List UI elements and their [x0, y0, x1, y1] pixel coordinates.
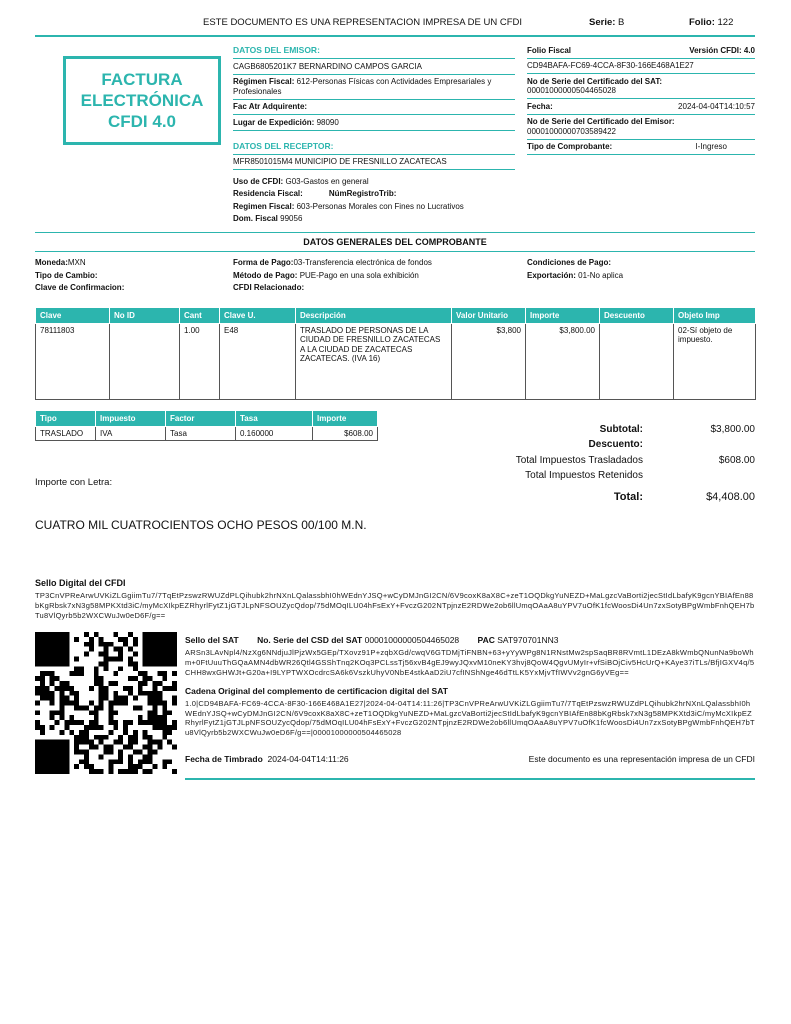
impuestos-retenidos-row: [445, 468, 755, 484]
dom-fiscal-value: 99056: [280, 214, 303, 223]
items-header-clave: Clave: [36, 307, 110, 323]
generales-col2: [233, 257, 527, 295]
datos-generales-grid: [35, 257, 755, 295]
dom-fiscal-row: [233, 213, 515, 226]
tipo-comprobante-label: Tipo de Comprobante:: [527, 142, 613, 151]
csd-serie-value: 00001000000504465028: [364, 635, 460, 646]
fecha-label: Fecha:: [527, 101, 553, 111]
condiciones-pago-label: Condiciones de Pago:: [527, 258, 612, 267]
tax-table: [35, 410, 378, 442]
sello-cfdi-value: TP3CnVPReArwUVKiZLGgiimTu7/7TqEtPzswzRWUZdPLQihubk2hrNXnLQalassbhI0hWEdnYJSQ+wCyDMJnGI2CN/6V9coxK8aX8C+zeT1OQDkgYuNEZD+MaLgzcVaBorti2jecStIdLbafyK9gcnYBIAfEn88bKgRbsk7xN3g58MPKXtd3iC/myMcXIkpEZRhyrlFytZ1jGTJLpNFSOUZycQdop/75dMOqILU04hFsExY+FvczG202NTpjnzE2RDWe2ob6llUmqOAaA8uYPV7uOfK1fcWoosDi4Un7zxSotyBPgWmbFnhQEH7bTu8VlQyrb5b2WXCWuJw0eD6F/g==: [35, 591, 755, 620]
emisor-cert-row: [527, 115, 755, 140]
fecha-value: 2024-04-04T14:10:57: [678, 101, 755, 111]
csd-serie-label: No. Serie del CSD del SAT: [257, 635, 363, 646]
generales-col1: [35, 257, 233, 295]
fecha-timbrado-label: Fecha de Timbrado: [185, 753, 263, 764]
cfdi-relacionado-label: CFDI Relacionado:: [233, 283, 305, 292]
badge-line3: CFDI 4.0: [107, 112, 177, 131]
lugar-expedicion-row: [233, 115, 515, 131]
lugar-expedicion-value: 98090: [316, 117, 339, 127]
item-clave-u: E48: [220, 323, 296, 399]
fecha-timbrado: [185, 754, 349, 764]
timbrado-row: [185, 754, 755, 764]
subtotal-value: $3,800.00: [710, 423, 755, 435]
items-header-no-id: No ID: [110, 307, 180, 323]
folio-fiscal-label: Folio Fiscal: [527, 45, 572, 55]
clave-confirmacion-row: [35, 282, 233, 295]
items-header-row: [36, 307, 756, 323]
fecha-row: [527, 99, 755, 115]
cfdi-relacionado-row: [233, 282, 517, 295]
factura-electronica-badge: [63, 56, 221, 145]
item-row: [36, 323, 756, 399]
receptor-regimen-value: 603-Personas Morales con Fines no Lucrativos: [296, 201, 464, 211]
metodo-pago-row: [233, 270, 517, 283]
subtotal-row: [445, 422, 755, 438]
tipo-cambio-row: [35, 270, 233, 283]
item-descripcion: TRASLADO DE PERSONAS DE LA CIUDAD DE FRESNILLO ZACATECAS A LA CIUDAD DE ZACATECAS ZACATECAS. (IVA 16): [296, 323, 452, 399]
tax-tasa: 0.160000: [236, 426, 313, 441]
top-section: [35, 43, 755, 225]
tax-tipo: TRASLADO: [36, 426, 96, 441]
tipo-comprobante-value: I-Ingreso: [695, 142, 727, 151]
receptor-rfc-name: MFR8501015M4 MUNICIPIO DE FRESNILLO ZACATECAS: [233, 155, 515, 171]
metodo-pago-value: PUE-Pago en una sola exhibición: [299, 270, 419, 280]
emisor-cert-label: No de Serie del Certificado del Emisor:: [527, 117, 675, 126]
item-descuento: [600, 323, 674, 399]
item-cant: 1.00: [180, 323, 220, 399]
items-header-clave-u: Clave U.: [220, 307, 296, 323]
sat-cert-label: No de Serie del Certificado del SAT:: [527, 76, 662, 86]
folio-fiscal-header-row: [527, 43, 755, 59]
regimen-fiscal-label: Régimen Fiscal:: [233, 77, 295, 86]
tax-header-tasa: Tasa: [236, 410, 313, 426]
item-valor-unitario: $3,800: [452, 323, 526, 399]
items-header-cant: Cant: [180, 307, 220, 323]
emisor-rfc-name: CAGB6805201K7 BERNARDINO CAMPOS GARCIA: [233, 59, 515, 75]
receptor-regimen-row: [233, 200, 515, 213]
tax-factor: Tasa: [166, 426, 236, 441]
condiciones-pago-row: [527, 257, 755, 270]
descuento-row: [445, 437, 755, 453]
total-value: $4,408.00: [706, 490, 755, 503]
emisor-cert-value: 00001000000703589422: [527, 126, 616, 136]
emisor-regimen-row: [233, 75, 515, 100]
parties-column: [233, 43, 527, 225]
header-divider: [35, 35, 755, 37]
tax-impuesto: IVA: [96, 426, 166, 441]
badge-line1: FACTURA: [101, 70, 183, 89]
taxes-column: [35, 400, 445, 506]
cadena-original-heading: Cadena Original del complemento de certificacion digital del SAT: [185, 685, 448, 696]
fac-atr-row: [233, 100, 515, 116]
total-row: [445, 490, 755, 506]
residencia-fiscal-row: [233, 188, 515, 201]
items-header-descripcion: Descripción: [296, 307, 452, 323]
descuento-label: Descuento:: [588, 439, 643, 450]
lugar-expedicion-label: Lugar de Expedición:: [233, 117, 315, 127]
impuestos-trasladados-row: [445, 453, 755, 469]
serie-label: Serie:: [589, 17, 616, 28]
folio-value: 122: [717, 17, 734, 28]
pac-value: SAT970701NN3: [497, 635, 559, 646]
folio-fiscal-value: CD94BAFA-FC69-4CCA-8F30-166E468A1E27: [527, 59, 755, 75]
sello-sat-label: Sello del SAT: [185, 635, 239, 646]
exportacion-value: 01-No aplica: [578, 270, 624, 280]
importe-letra-label: Importe con Letra:: [35, 477, 113, 488]
residencia-fiscal-label: Residencia Fiscal:: [233, 189, 303, 198]
items-header-descuento: Descuento: [600, 307, 674, 323]
item-objeto-imp: 02-Sí objeto de impuesto.: [674, 323, 756, 399]
version-cfdi-label: Versión CFDI: 4.0: [689, 45, 755, 55]
tax-header-row: [36, 410, 378, 426]
item-no-id: [110, 323, 180, 399]
metodo-pago-label: Método de Pago:: [233, 270, 298, 280]
uso-cfdi-row: [233, 175, 515, 188]
receptor-regimen-label: Regimen Fiscal:: [233, 201, 295, 211]
regimen-fiscal-value: 612-Personas Físicas con Actividades Empresariales y Profesionales: [233, 77, 492, 96]
pac-label: PAC: [477, 635, 495, 646]
exportacion-label: Exportación:: [527, 270, 576, 280]
sello-sat-value: ARSn3LAvNpl4/NzXg6NNdjuJlPjzWx5GEp/TXovz91P+zqbXGd/cwqV6GTDMjTiFNBN+63+yYyWPg8N1RNstMw2spSaqBR8RVmtL1DEzA8kWmbQNunNa9boWhm+0FtUuuThGQaAMN4dbWR26Qtl4GSShTnq2KOq3PCLssTj56xvB4gEJ9wyJQxvM10neKY3hvj8QoW4QgvUMyIr+vfSiBOjCiv5HcUrQ+KAye37iTLs/BfjIGXV4q/5CHH8wxGHWJt+G20a+I9LYPTWXOcdrcSA6k6VszkUhyV0NbE4stkAaD2iU7cfINShNge46dTtLK5YxMjvTfIWVv2gnG6yVEg==: [185, 648, 755, 677]
fac-atr-label: Fac Atr Adquirente:: [233, 102, 308, 111]
document-header: [35, 8, 755, 35]
exportacion-row: [527, 270, 755, 283]
total-label: Total:: [613, 490, 643, 503]
forma-pago-row: [233, 257, 517, 270]
tax-header-tipo: Tipo: [36, 410, 96, 426]
impuestos-trasladados-value: $608.00: [718, 454, 755, 466]
tax-header-factor: Factor: [166, 410, 236, 426]
badge-line2: ELECTRÓNICA: [80, 91, 204, 110]
item-importe: $3,800.00: [526, 323, 600, 399]
generales-col3: [527, 257, 755, 295]
forma-pago-label: Forma de Pago:: [233, 258, 294, 267]
tipo-cambio-label: Tipo de Cambio:: [35, 270, 98, 280]
folio-label: Folio:: [689, 17, 715, 28]
subtotal-label: Subtotal:: [599, 423, 643, 435]
receptor-heading: DATOS DEL RECEPTOR:: [233, 139, 515, 155]
item-clave: 78111803: [36, 323, 110, 399]
sat-cert-value: 00001000000504465028: [527, 86, 616, 95]
clave-confirmacion-label: Clave de Confirmacion:: [35, 283, 125, 292]
certification-section: [35, 632, 755, 780]
fiscal-column: [527, 43, 755, 225]
qr-code: [35, 632, 177, 774]
sello-sat-header: [185, 635, 755, 645]
moneda-value: MXN: [67, 258, 86, 267]
num-registro-trib-label: NúmRegistroTrib:: [328, 189, 397, 198]
totals-block: [445, 422, 755, 506]
moneda-row: [35, 257, 233, 270]
tax-header-impuesto: Impuesto: [96, 410, 166, 426]
dom-fiscal-label: Dom. Fiscal: [233, 214, 278, 223]
document-title: ESTE DOCUMENTO ES UNA REPRESENTACION IMPRESA DE UN CFDI: [203, 17, 523, 28]
sat-seal-column: [185, 632, 755, 780]
sat-cert-row: [527, 74, 755, 99]
sello-cfdi-heading: Sello Digital del CFDI: [35, 578, 126, 588]
uso-cfdi-label: Uso de CFDI:: [233, 176, 284, 186]
items-table: [35, 307, 756, 400]
tipo-comprobante-row: [527, 140, 755, 156]
tax-row: [36, 426, 378, 441]
forma-pago-value: 03-Transferencia electrónica de fondos: [293, 258, 432, 267]
descuento-value: [643, 437, 755, 453]
bottom-divider: [185, 778, 755, 780]
tax-header-importe: Importe: [313, 410, 378, 426]
sello-cfdi-section: [35, 578, 755, 620]
uso-cfdi-value: G03-Gastos en general: [285, 176, 369, 186]
moneda-label: Moneda:: [35, 258, 68, 267]
emisor-heading: DATOS DEL EMISOR:: [233, 43, 515, 59]
impuestos-trasladados-label: Total Impuestos Trasladados: [515, 454, 643, 466]
importe-letra-value: CUATRO MIL CUATROCIENTOS OCHO PESOS 00/100 M.N.: [35, 518, 367, 532]
serie: [589, 17, 689, 28]
folio: [689, 17, 755, 28]
badge-column: [35, 43, 233, 225]
serie-value: B: [618, 17, 625, 28]
datos-generales-heading: DATOS GENERALES DEL COMPROBANTE: [35, 232, 755, 252]
taxes-totals-section: [35, 400, 755, 506]
footer-note: Este documento es una representación impresa de un CFDI: [528, 753, 755, 764]
items-header-valor-unitario: Valor Unitario: [452, 307, 526, 323]
cadena-original-value: 1.0|CD94BAFA-FC69-4CCA-8F30-166E468A1E27|2024-04-04T14:11:26|TP3CnVPReArwUVKiZLGgiimTu7/7TqEtPzswzRWUZdPLQihubk2hrNXnLQalassbhI0hWEdnYJSQ+wCyDMJnGI2CN/6V9coxK8aX8C+zeT1OQDkgYuNEZD+MaLgzcVaBorti2jecStIdLbafyK9gcnYBIAfEn88bKgRbsk7xN3g58MPKXtd3iC/myMcXIkpEZRhyrlFytZ1jGTJLpNFSOUZycQdop/75dMOqILU04hFsExY+FvczG202NTpjnzE2RDWe2ob6llUmqOAaA8uYPV7uOfK1fcWoosDi4Un7zxSotyBPgWmbFnhQEH7bTu8VlQyrb5b2WXCWuJw0eD6F/g==|00001000000504465028: [185, 698, 755, 738]
items-header-importe: Importe: [526, 307, 600, 323]
tax-importe: $608.00: [313, 426, 378, 441]
impuestos-retenidos-value: [643, 468, 755, 484]
items-header-objeto-imp: Objeto Imp: [674, 307, 756, 323]
fecha-timbrado-value: 2024-04-04T14:11:26: [267, 753, 349, 764]
impuestos-retenidos-label: Total Impuestos Retenidos: [525, 470, 643, 481]
